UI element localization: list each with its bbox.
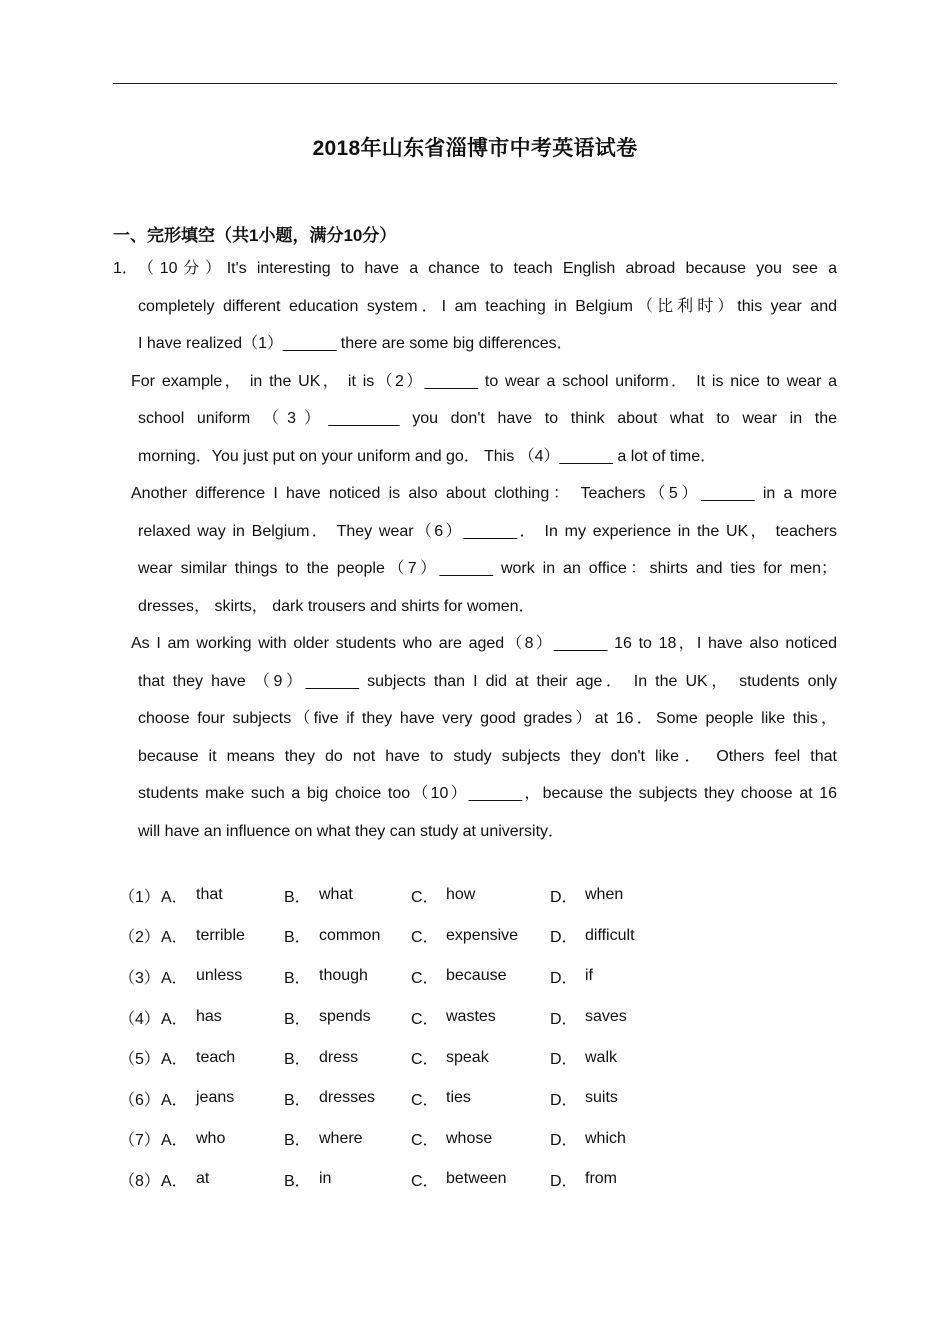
option-d[interactable]: from (585, 1170, 617, 1188)
option-letter-d: D． (550, 1132, 578, 1150)
option-letter-d: D． (550, 1010, 578, 1028)
blank-number: （8） (119, 1172, 160, 1190)
option-letter-d: D． (550, 1051, 578, 1069)
option-letter-b: B． (284, 1010, 311, 1028)
option-b[interactable]: where (319, 1129, 363, 1147)
option-letter-b: B． (284, 1051, 311, 1069)
option-d[interactable]: which (585, 1129, 626, 1147)
option-c[interactable]: wastes (446, 1008, 496, 1026)
option-letter-b: B． (284, 1091, 311, 1109)
option-letter-d: D． (550, 888, 578, 906)
option-row (119, 1078, 685, 1119)
blank-number: （5） (119, 1051, 160, 1069)
option-row (119, 1037, 685, 1078)
option-c[interactable]: ties (446, 1089, 471, 1107)
passage-line: For example， in the UK， it is（2）______ to wear a school uniform． It is nice to wear a (131, 372, 837, 390)
option-row (119, 916, 685, 957)
passage-line: I have realized（1）______ there are some big differences． (138, 335, 573, 352)
option-a[interactable]: who (196, 1129, 226, 1147)
option-letter-c: C． (411, 1091, 439, 1109)
option-letter-c: C． (411, 888, 439, 906)
option-letter-a: A． (161, 888, 188, 906)
question-number: 1． (113, 260, 138, 277)
passage-line: Another difference I have noticed is also about clothing： Teachers（5）______ in a more (131, 485, 837, 502)
option-letter-c: C． (411, 1172, 439, 1190)
option-row (119, 1159, 685, 1200)
option-a[interactable]: at (196, 1170, 210, 1188)
option-c[interactable]: whose (446, 1129, 493, 1147)
blank-number: （4） (119, 1010, 160, 1028)
option-letter-b: B． (284, 929, 311, 947)
option-a[interactable]: terrible (196, 926, 245, 944)
option-letter-a: A． (161, 1010, 188, 1028)
option-b[interactable]: in (319, 1170, 332, 1188)
option-c[interactable]: how (446, 886, 476, 904)
passage-line: students make such a big choice too（10）______，because the subjects they choose at 16 (138, 785, 837, 802)
blank-number: （6） (119, 1091, 160, 1109)
option-letter-d: D． (550, 1172, 578, 1190)
option-row (119, 997, 685, 1038)
paragraph-1 (138, 250, 837, 363)
blank-number: （1） (119, 888, 160, 906)
option-d[interactable]: difficult (585, 926, 635, 944)
option-a[interactable]: that (196, 886, 223, 904)
option-a[interactable]: jeans (196, 1089, 235, 1107)
question-1 (113, 250, 837, 850)
passage-line: dresses， skirts， dark trousers and shirts for women． (138, 597, 535, 615)
passage-line: because it means they do not have to study subjects they don't like． Others feel that (138, 747, 837, 765)
option-d[interactable]: when (585, 886, 624, 904)
passage-line: completely different education system．I am teaching in Belgium（比利时）this year and (138, 297, 837, 315)
option-letter-a: A． (161, 1091, 188, 1109)
option-letter-c: C． (411, 1010, 439, 1028)
passage-line: morning．You just put on your uniform and go． This （4）______ a lot of time． (138, 447, 717, 465)
option-a[interactable]: teach (196, 1048, 236, 1066)
section-heading: 一、完形填空（共1小题，满分10分） (113, 226, 397, 245)
option-letter-c: C． (411, 929, 439, 947)
option-b[interactable]: dress (319, 1048, 359, 1066)
top-rule (113, 83, 837, 84)
answer-options (119, 875, 685, 1200)
option-letter-a: A． (161, 1051, 188, 1069)
paragraph-2 (113, 363, 837, 476)
passage-line: wear similar things to the people（7）______ work in an office：shirts and ties for men； (138, 560, 837, 577)
option-letter-d: D． (550, 929, 578, 947)
passage-line: （10分）It's interesting to have a chance to teach English abroad because you see a (138, 260, 837, 277)
option-a[interactable]: has (196, 1008, 222, 1026)
option-b[interactable]: common (319, 926, 381, 944)
option-letter-c: C． (411, 1051, 439, 1069)
option-letter-a: A． (161, 1172, 188, 1190)
option-b[interactable]: dresses (319, 1089, 376, 1107)
option-letter-b: B． (284, 969, 311, 987)
option-d[interactable]: walk (585, 1048, 618, 1066)
option-d[interactable]: saves (585, 1008, 627, 1026)
option-letter-a: A． (161, 969, 188, 987)
option-c[interactable]: expensive (446, 926, 519, 944)
option-letter-a: A． (161, 1132, 188, 1150)
blank-number: （2） (119, 929, 160, 947)
option-letter-c: C． (411, 1132, 439, 1150)
passage-line: As I am working with older students who are aged（8）______ 16 to 18，I have also noticed (131, 635, 837, 652)
option-a[interactable]: unless (196, 967, 243, 985)
option-letter-a: A． (161, 929, 188, 947)
passage-line: choose four subjects（five if they have very good grades）at 16．Some people like this， (138, 710, 837, 727)
option-d[interactable]: if (585, 967, 593, 985)
option-letter-d: D． (550, 969, 578, 987)
option-c[interactable]: speak (446, 1048, 489, 1066)
option-letter-c: C． (411, 969, 439, 987)
option-c[interactable]: because (446, 967, 507, 985)
option-letter-b: B． (284, 1132, 311, 1150)
blank-number: （7） (119, 1132, 160, 1150)
option-letter-b: B． (284, 888, 311, 906)
option-b[interactable]: though (319, 967, 368, 985)
option-row (119, 1119, 685, 1160)
passage-line: will have an influence on what they can study at university． (138, 822, 565, 840)
option-row (119, 875, 685, 916)
paragraph-3 (113, 475, 837, 625)
option-b[interactable]: what (319, 886, 353, 904)
option-letter-b: B． (284, 1172, 311, 1190)
page-title: 2018年山东省淄博市中考英语试卷 (312, 137, 638, 160)
passage-line: that they have （9）______ subjects than I did at their age． In the UK， students only (138, 672, 837, 690)
option-d[interactable]: suits (585, 1089, 618, 1107)
option-b[interactable]: spends (319, 1008, 371, 1026)
blank-number: （3） (119, 969, 160, 987)
passage-line: school uniform （3）________ you don't have to think about what to wear in the (138, 410, 837, 427)
paragraph-4 (113, 625, 837, 850)
option-row (119, 956, 685, 997)
passage-line: relaxed way in Belgium． They wear（6）______． In my experience in the UK， teachers (138, 522, 837, 540)
option-c[interactable]: between (446, 1170, 507, 1188)
option-letter-d: D． (550, 1091, 578, 1109)
